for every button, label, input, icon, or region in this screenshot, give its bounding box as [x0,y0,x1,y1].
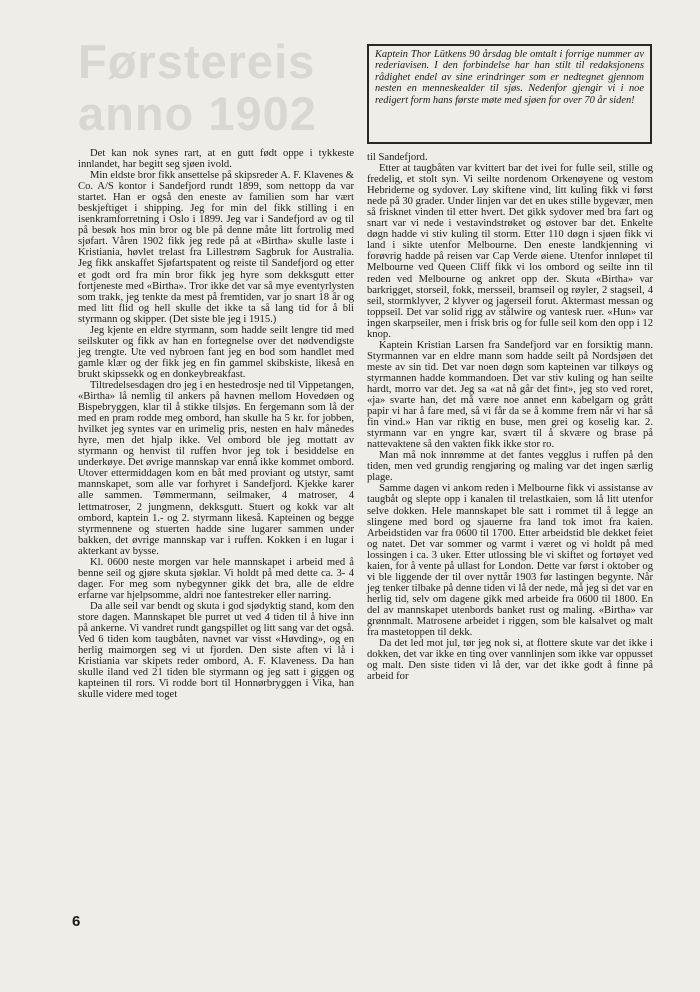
paragraph: Da det led mot jul, tør jeg nok si, at flottere skute var det ikke i dokken, det var ikke en ting over vannlinjen som ikke var oppusset og malt. Den siste tiden vi lå der, var det ikke godt å finne på arbeid for [367,638,653,683]
paragraph: Da alle seil var bendt og skuta i god sjødyktig stand, kom den store dagen. Mannskapet ble purret ut ved 4 tiden til å hive inn på ankerne. Vi vandret rundt gangspillet og litt sang var det også. Ved 6 tiden kom taugbåten, navnet var visst «Høvding», og en herlig maimorgen seg vi ut fjorden. Den siste aften vi lå i Kristiania var skipets reder ombord, A. F. Klaveness. Da han skulle iland ved 21 tiden ble styrmann og jeg satt i giggen og kapteinen til rors. Vi rodde bort til Honnørbryggen i Vika, han skulle videre med toget [78,600,355,701]
intro-text: Kaptein Thor Lütkens 90 årsdag ble omtalt i forrige nummer av rederiavisen. I den forbindelse har han stilt til redaksjonens rådighet endel av sine erindringer som er nedtegnet gjennom nesten en menneskealder til sjøs. Nedenfor gjengir vi i noe redigert form hans første møte med sjøen for over 70 år siden! [375,49,644,106]
paragraph: Man må nok innrømme at det fantes vegglus i ruffen på den tiden, men ved grundig rengjøring og maling var det ingen særlig plage. [367,450,653,484]
intro-box [367,44,652,144]
right-column [367,152,653,682]
paragraph: Tiltredelsesdagen dro jeg i en hestedrosje ned til Vippetangen, «Birtha» lå nemlig til ankers på havnen mellom Hovedøen og Bispebryggen, klar til å stikke tilsjøs. En fergemann som lå der med en pram rodde meg ombord, han skulle ha 5 kr. for jobben, hvilket jeg syntes var en urimelig pris, nesten en halv månedes hyre, men det hjalp ikke. Vel ombord ble jeg mottatt av styrmann og henvist til ruffen hvor jeg tok i besiddelse en underkøye. Det øvrige mannskap var ennå ikke kommet ombord. Utover ettermiddagen kom en båt med proviant og utstyr, samt mannskapet, som alle var forhyret i Sandefjord. Kjekke karer alle sammen. Tømmermann, seilmaker, 4 matroser, 4 lettmatroser, 2 jungmenn, dekksgutt. Stuert og kokk var alt ombord, kaptein 1.- og 2. styrmann likeså. Kapteinen og begge styrmennene og stuerten hadde sine lugarer sammen under bakken, det øvrige mannskap var i ruffen. Kokken i en lugar i akterkant av bysse. [78,379,354,557]
article-title [78,36,358,140]
page-number: 6 [72,913,81,930]
title-line-1: Førstereis [78,35,316,88]
paragraph: Samme dagen vi ankom reden i Melbourne fikk vi assistanse av taugbåt og slepte opp i kanalen til trelastkaien, som lå litt utenfor selve dokken. Hele mannskapet ble satt i rommet til å legge an slingene med bord og sjauerne fra land tok imot fra kaien. Arbeidstiden var fra 0600 til 1700. Etter arbeidstid ble dekket feiet og natet. Det var sommer og varmt i været og vi holdt på med lossingen i ca. 3 uker. Etter utlossing ble vi skiftet og fortøyet ved kaien, for å vente på ullast for London. Dette var først i oktober og vi ble liggende der til over nyttår 1903 før lastingen begynte. Når jeg tenker tilbake på denne tiden vi lå der nede, må jeg si det var en herlig tid, selv om dagene gikk med arbeide fra 0600 til 1800. En del av mannskapet utenbords banket rust og maling. «Birtha» var grønnmalt. Matrosene arbeidet i riggen, som ble kalsalvet og malt fra mastetoppen til dekk. [367,483,653,639]
paragraph: Min eldste bror fikk ansettelse på skipsreder A. F. Klavenes & Co. A/S kontor i Sandefjord rundt 1899, som nettopp da var startet. Han er også den eneste av familien som har vært beskjeftiget i shipping. Jeg for min del fikk stilling i en isenkramforretning i Oslo i 1899. Jeg var i Sandefjord av og til på besøk hos min bror og ble på denne måte litt fortrolig med sjøfart. Våren 1902 fikk jeg rede på at «Birtha» skulle laste i Kristiania, høvlet trelast fra Lillestrøm Sagbruk for Australia. Jeg fikk anskaffet Sjøfartspatent og reiste til Sandefjord og etter et godt ord fra min bror fikk jeg hyre som dekksgutt etter fortjeneste med «Birtha». Tror ikke det var så mye eventyrlysten som trakk, jeg tenkte da mest på fremtiden, var jo snart 18 år og med litt flid og hell skulle det ikke ta så lang tid for å bli styrmann og skipper. (Det siste ble jeg i 1915.) [78,170,354,325]
title-line-2: anno 1902 [78,87,317,140]
paragraph: Jeg kjente en eldre styrmann, som hadde seilt lengre tid med seilskuter og fikk av han en fortegnelse over det nødvendigste jeg trengte. Ute ved nybroen fant jeg en bod som handlet med gamle klær og der fikk jeg en fin gammel skibskiste, likeså en brukt skipssekk og en donkeybreakfast. [78,324,354,380]
left-column [78,148,354,700]
paragraph: Kaptein Kristian Larsen fra Sandefjord var en forsiktig mann. Styrmannen var en eldre mann som hadde seilt på Nordsjøen det meste av sin tid. Det var noen døgn som kapteinen var tilkøys og styrmannen hadde kommandoen. Det var stiv kuling og han seilte hardt, morro var det. Jeg sa «at nå går det fint», jeg sto ved roret, «ja» svarte han, det må være noe annet enn kabelgarn og grått papir vi har å fare med, så vi får da se å komme frem når vi har så fin vind.» Han var riktig en buse, men grei og koselig kar. 2. styrmann var en yngre kar, svært til å skvære og brase på nattevaktene så den vakten fikk ikke stor ro. [367,339,653,451]
paragraph: Kl. 0600 neste morgen var hele mannskapet i arbeid med å benne seil og gjøre skuta sjøklar. Vi holdt på med dette ca. 3- 4 dager. For meg som nybegynner gikk det bra, alle de eldre erfarne var hjelpsomme, aldri noe fantestreker eller narring. [78,556,354,601]
paragraph: Det kan nok synes rart, at en gutt født oppe i tykkeste innlandet, har begitt seg sjøen ivold. [78,148,354,171]
paragraph: Etter at taugbåten var kvittert bar det ivei for fulle seil, stille og fredelig, et stolt syn. Vi seilte nordenom Orkenøyene og vestom Hebriderne og sydover. Løy skiftene vind, litt kuling fikk vi først nede på 30 grader. Under linjen var det en ukes stille bygevær, men så frisknet vinden til etter hvert. Det gikk sydover med bra fart og snart var vi nede i vestavindstrøket og østover bar det. Enkelte døgn hadde vi stiv kuling til storm. Etter 110 døgn i sjøen fikk vi land i sikte utenfor Melbourne. Den eneste landkjenning vi forøvrig hadde på reisen var Cap Verde øiene. Utenfor innløpet til Melbourne ved Queen Cliff fikk vi los ombord og seilte inn til reden ved Melbourne og ankret opp der. Skuta «Birtha» var barkrigget, storseil, fokk, mersseil, bramseil og røyler, 2 stagseil, 4 seil, stormklyver, 2 klyver og jagerseil forut. Aktermast messan og toppseil. Det var solid rigg av stålwire og vantesk ruer. «Hun» var ingen skarpseiler, men i frisk bris og for fulle seil kom den opp i 12 knop. [367,163,653,340]
paragraph: til Sandefjord. [367,152,428,163]
